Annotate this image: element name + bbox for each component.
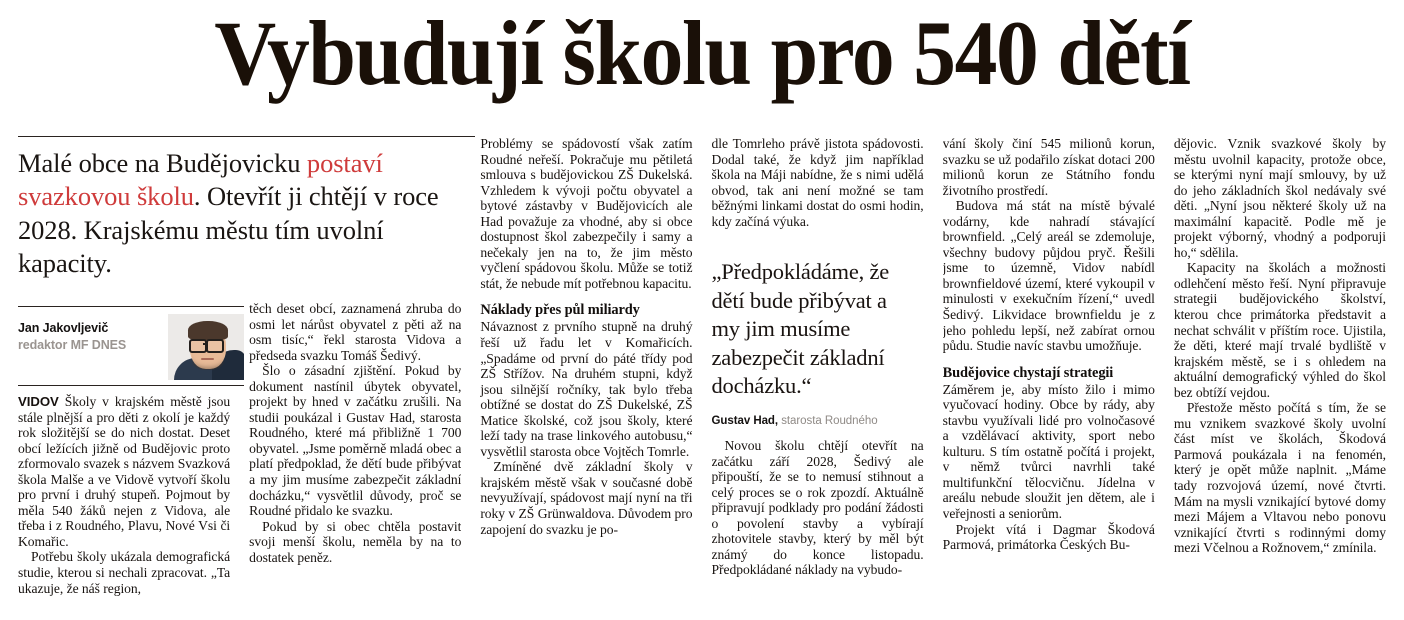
- column-2-body: [249, 301, 461, 565]
- lead-part-1: Malé obce na Budějovicku: [18, 148, 307, 178]
- pull-quote-text: „Předpokládáme, že dětí bude přibývat a my jim musíme zabezpečit základní docházku.“: [711, 259, 890, 399]
- column-4: [712, 136, 924, 620]
- paragraph: Šlo o zásadní zjištění. Pokud by dokument nastínil úbytek obyvatel, projekt by hned v začátku zrušili. Na studii poukázal i Gustav Had, starosta Roudného, které má přibližně 1 700 obyvatel. „Jsme poměrně mladá obec a platí předpoklad, že dětí bude přibývat a my jim musíme zabezpečit základní docházku,“ vysvětlil důvody, proč se Roudné přidalo ke svazku.: [249, 363, 462, 519]
- paragraph: dle Tomrleho právě jistota spádovosti. Dodal také, že když jim například škola na Máji nabídne, že s nimi udělá obvod, tak ani není možné se tam běžnými linkami dostat do osmi hodin, kdy začíná výuka.: [711, 136, 924, 229]
- paragraph: těch deset obcí, zaznamená zhruba do osmi let nárůst obyvatel z pěti až na osm tisíc,“ řekl starosta Vidova a předseda svazku Tomáš Šedivý.: [249, 301, 462, 363]
- column-3: [480, 136, 692, 620]
- page-headline: Vybudují školu pro 540 dětí: [214, 2, 1190, 104]
- article-columns: [18, 136, 1386, 620]
- paragraph: Záměrem je, aby místo žilo i mimo vyučovací hodiny. Obce by rády, aby stavbu využívali lidé pro volnočasové a vzdělávací aktivity, sport nebo kulturu. S tím ostatně počítá i projekt, v němž tvůrci navrhli také multifunkční tělocvičnu. Jídelna v areálu nebude sloužit jen dětem, ale i veřejnosti a seniorům.: [942, 381, 1155, 522]
- column-3-body: [480, 136, 692, 537]
- column-5: [943, 136, 1155, 620]
- column-2: [249, 136, 461, 620]
- paragraph: Projekt vítá i Dagmar Škodová Parmová, primátorka Českých Bu-: [942, 521, 1155, 553]
- paragraph: Problémy se spádovostí však zatím Roudné neřeší. Pokračuje mu pětiletá smlouva s budějovickou ZŠ Dukelská. Vzhledem k vývoji počtu obyvatel a bytové zástavby v Budějovicích ale Had považuje za vhodné, aby si obce dostupnost škol zabezpečily i samy a nečekaly jen na to, že jim město vyčlení spádovou školu. Může se totiž stát, že nebude mít potřebnou kapacitu.: [480, 136, 693, 291]
- dateline: VIDOV: [18, 394, 59, 409]
- column-4-top: [712, 136, 924, 229]
- section-subheading: Budějovice chystají strategii: [942, 364, 1114, 381]
- section-subheading: Náklady přes půl miliardy: [480, 302, 640, 319]
- lead-highlight: postaví svazkovou školu: [18, 148, 383, 212]
- paragraph: Budova má stát na místě bývalé vodárny, kde nahradí stávající brownfield. „Celý areál se zdemoluje, všechny budovy půjdou pryč. Řešili jsme to územně, Vidov nabídl brownfieldové území, které vykoupil v minulosti v exekučním řízení,“ uvedl Šedivý. Likvidace brownfieldu je z jeho pohledu lepší, než zabírat ornou půdu. Studie navíc stavbu umožňuje.: [942, 198, 1155, 354]
- pull-quote: [712, 258, 920, 427]
- paragraph: Kapacity na školách a možnosti odlehčení město řeší. Nyní připravuje strategii budějovického školství, kterou chce primátorka představit a nechat schválit v příštím roce. Ujistila, že děti, které mají trvalé bydliště v krajském městě, se i s ohledem na aktuální demografický výhled do škol bez obtíží vejdou.: [1173, 260, 1386, 400]
- paragraph: Novou školu chtějí otevřít na začátku září 2028, Šedivý ale připouští, že se to nemusí stihnout a celý proces se o rok zpozdí. Aktuálně připravují podklady pro podání žádosti o povolení stavby a vybírají zhotovitele stavby, který by měl být známý do konce listopadu. Předpokládané náklady na vybudo-: [711, 438, 924, 578]
- paragraph: Potřebu školy ukázala demografická studie, kterou si nechali zpracovat. „Ta ukazuje, že náš region,: [18, 549, 231, 596]
- column-1: [18, 136, 230, 620]
- author-name: Jan Jakovljevič: [18, 321, 109, 335]
- paragraph: vání školy činí 545 milionů korun, svazku se už podařilo získat dotaci 200 milionů korun ze Státního fondu životního prostředí.: [942, 136, 1155, 198]
- quote-author-role: starosta Roudného: [778, 414, 878, 427]
- newspaper-page: [0, 2, 1404, 620]
- quote-author-name: Gustav Had,: [711, 414, 779, 427]
- paragraph: dějovic. Vznik svazkové školy by městu uvolnil kapacity, protože obce, se kterými nyní mají smlouvy, by už do jeho základních škol nedávaly své děti. „Nyní jsou některé školy už na maximální kapacitě. Podle mě je projekt výborný, vhodný a podporuji ho,“ sdělila.: [1173, 136, 1386, 260]
- column-1-body: [18, 394, 230, 596]
- paragraph-text: Školy v krajském městě jsou stále plnější a pro děti z okolí je každý rok složitější se do nich dostat. Deset obcí ležících jižně od Budějovic proto zformovalo svazek s názvem Svazková škola Malše a ve Vidově vytvoří školu pro první i druhý stupeň. Pojmout by měla 540 žáků nejen z Vidova, ale třeba i z Roudného, Plavu, Nové Vsi či Komařic.: [18, 394, 231, 549]
- column-4-bottom: [712, 438, 924, 578]
- paragraph: Zmíněné dvě základní školy v krajském městě však v současné době nevyužívají, spádovost mají nyní na tři roky v ZŠ Grünwaldova. Důvodem pro zapojení do svazku je po-: [480, 459, 693, 537]
- paragraph: Návaznost z prvního stupně na druhý řeší už řadu let v Komařicích. „Spadáme od první do páté třídy pod ZŠ Střížov. Na druhém stupni, když jsou silnější ročníky, tak bylo třeba obtížné se dostat do ZŠ Dukelské, ZŠ Matice školské, což jsou školy, které leží tady na trase linkového autobusu,“ vysvětlil starosta obce Vojtěch Tomrle.: [480, 319, 693, 459]
- lead-part-2: . Otevřít ji chtějí v roce 2028. Krajskému městu tím uvolní kapacity.: [18, 181, 439, 279]
- paragraph: Přestože město počítá s tím, že se mu vznikem svazkové školy uvolní část míst ve školách, Škodová Parmová poukázala i na fenomén, který je opět může naplnit. „Máme tady rozvojová území, nové čtvrti. Mám na mysli vznikající bytové domy mezi Májem a Vltavou nebo ponovu vznikající čtvrti s rodinnými domy mezi Včelnou a Rožnovem,“ zmínila.: [1173, 400, 1386, 556]
- author-role: redaktor MF DNES: [18, 337, 127, 352]
- column-6-body: [1174, 136, 1386, 556]
- paragraph: Pokud by si obec chtěla postavit svoji menší školu, neměla by na to dostatek peněz.: [249, 518, 462, 565]
- column-6: [1174, 136, 1386, 620]
- pull-quote-attribution: [712, 415, 920, 427]
- paragraph: [18, 394, 230, 549]
- column-5-body: [943, 136, 1155, 553]
